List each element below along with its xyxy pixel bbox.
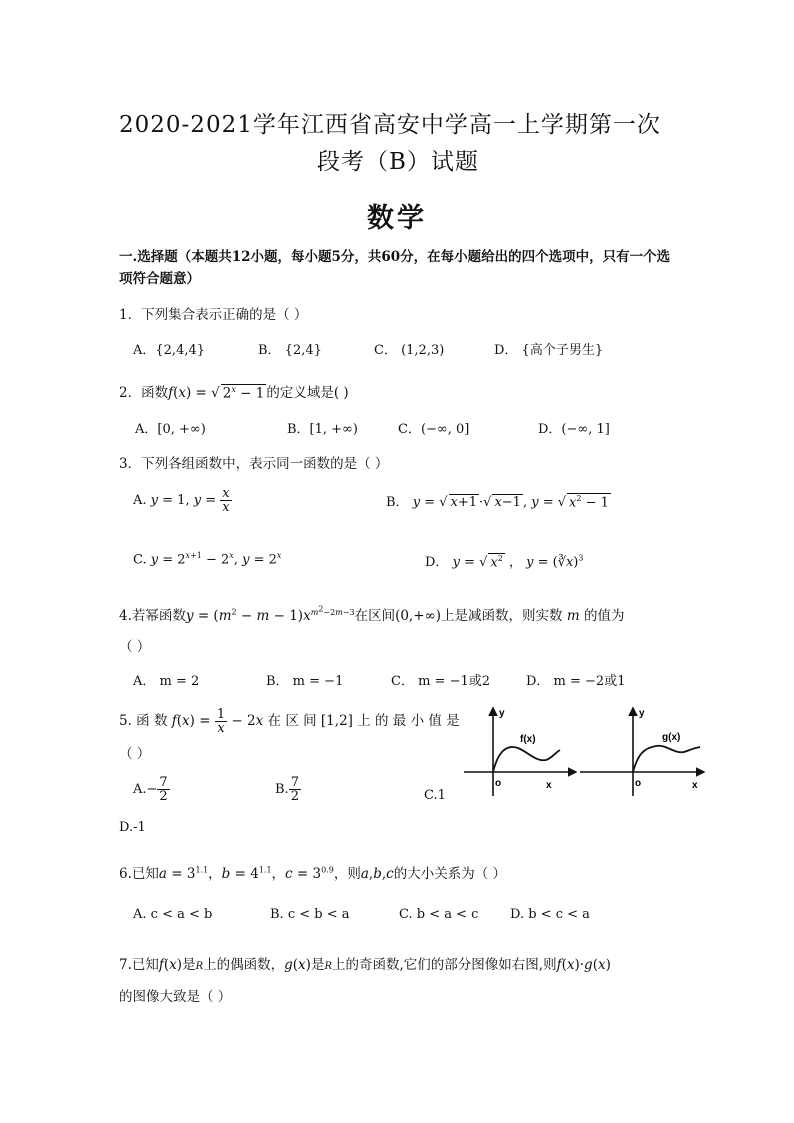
graph-g: [580, 702, 710, 798]
q1-option-c: C． (1,2,3): [374, 343, 445, 358]
q4-suffix: 上是减函数，则实数: [441, 608, 563, 625]
q5-option-a-num: 7: [159, 775, 168, 790]
q5-option-a-den: 2: [159, 789, 168, 804]
q3-stem: 3．下列各组函数中，表示同一函数的是（ ）: [119, 456, 389, 472]
graph-f-origin: o: [495, 778, 502, 789]
q5-paren: （ ）: [119, 746, 151, 762]
q2-option-c: C．(−∞, 0]: [398, 422, 470, 437]
q5-option-b-num: 7: [290, 775, 299, 790]
q3-option-c: C. $y = 2^{x+1} - 2^x$, $y = 2^x$: [133, 551, 282, 568]
q6-option-b: B. c < b < a: [270, 907, 350, 922]
graph-g-x-label: x: [692, 780, 698, 791]
q5-option-a-label: A.−: [133, 782, 158, 797]
q4-option-b: B． m = −1: [266, 674, 344, 689]
q2-option-b: B．[1, +∞): [287, 422, 358, 437]
q5-suffix: 上 的 最 小 值 是: [357, 713, 460, 729]
q6-option-d: D. b < c < a: [510, 907, 590, 922]
q4-option-d: D． m = −2或1: [526, 674, 626, 689]
q5-option-b: [275, 776, 301, 803]
graph-g-label: g(x): [662, 732, 681, 743]
q4-option-c: C． m = −1或2: [391, 674, 490, 689]
q5-stem: 5. 函 数 f(x) = $\frac{1}{x}$ − 2x 在 区 间 [1,2] 上 的 最 小 值 是: [119, 707, 460, 736]
q1-stem: 1．下列集合表示正确的是（ ）: [119, 307, 308, 323]
graph-f-curve: [493, 747, 560, 772]
q5-middle: 在 区 间: [267, 713, 317, 729]
q7-part-c: 上的偶函数，: [203, 957, 285, 973]
q6-option-c: C. b < a < c: [399, 907, 479, 922]
q1-option-b: B． {2,4}: [258, 343, 322, 358]
q5-option-c: C.1: [424, 788, 446, 803]
q6-stem: 6.已知$a = 3^{1.1}$，$b = 4^{1.1}$，$c = 3^{0.9}$，则a,b,c的大小关系为（ ）: [119, 865, 506, 882]
q5-prefix: 5. 函 数: [119, 713, 168, 729]
graph-f-label: f(x): [520, 734, 536, 745]
q5-option-b-den: 2: [290, 789, 299, 804]
graph-f-y-label: y: [499, 708, 505, 719]
q2-option-d: D．(−∞, 1]: [538, 422, 610, 437]
q7-line-1: 7.已知f(x)是R上的偶函数，g(x)是R上的奇函数,它们的部分图像如右图,则f(x)·g(x): [119, 957, 611, 973]
q4-end: 的值为: [583, 608, 625, 625]
q3-option-d: D． y = √ $x^2$ ， y = (∛x)$^3$: [425, 553, 584, 570]
title-line-2: 段考（B）试题: [317, 149, 479, 175]
graph-f: [462, 702, 582, 798]
q2-prefix: 2．函数: [119, 385, 169, 401]
q3-option-a: A. y = 1, y = $\frac{x}{x}$: [133, 486, 230, 515]
q1-option-a: A．{2,4,4}: [133, 343, 206, 358]
q7-part-b: 是: [182, 957, 196, 973]
q5-option-a: [133, 776, 170, 803]
q6-prefix: 6.已知: [119, 866, 159, 882]
subject-title: 数学: [367, 203, 427, 234]
q7-part-a: 7.已知: [119, 957, 159, 973]
graph-g-origin: o: [635, 778, 642, 789]
q2-stem: 2．函数f(x) = √ $2^x - 1$ 的定义域是( ): [119, 384, 349, 401]
q5-option-b-label: B.: [275, 782, 289, 797]
q6-suffix: 的大小关系为（ ）: [393, 866, 506, 882]
q4-stem: 4.若幂函数$y = (m^2 - m - 1)x^{m^2-2m-3}$在区间(0,+∞)上是减函数，则实数 m 的值为: [119, 604, 625, 625]
q2-option-a: A．[0, +∞): [135, 422, 206, 437]
q7-part-d: 是: [310, 957, 325, 973]
q4-paren: （ ）: [119, 639, 151, 655]
title-line-1: 2020-2021学年江西省高安中学高一上学期第一次: [119, 112, 661, 138]
graph-g-curve: [633, 746, 700, 772]
section-heading: 一.选择题（本题共12小题，每小题5分，共60分，在每小题给出的四个选项中，只有一个选项符合题意）: [119, 249, 671, 287]
q7-line-2: 的图像大致是（ ）: [119, 989, 232, 1005]
q4-prefix: 4.若幂函数: [119, 608, 186, 625]
graph-f-x-label: x: [546, 780, 552, 791]
q2-suffix: 的定义域是( ): [266, 385, 349, 401]
q3-option-b: B． y = √ x+1 ·√ x−1 , y = √ $x^2 - 1$: [386, 493, 609, 510]
q4-middle: 在区间: [354, 608, 396, 625]
q4-option-a: A． m = 2: [133, 674, 200, 689]
q7-part-e: 上的奇函数,它们的部分图像如右图,则: [331, 957, 557, 973]
q5-option-d: D.-1: [119, 820, 146, 835]
q6-option-a: A. c < a < b: [133, 907, 213, 922]
graph-g-y-label: y: [639, 708, 645, 719]
q6-middle: ，则: [333, 866, 361, 882]
q1-option-d: D． {高个子男生}: [494, 343, 604, 358]
